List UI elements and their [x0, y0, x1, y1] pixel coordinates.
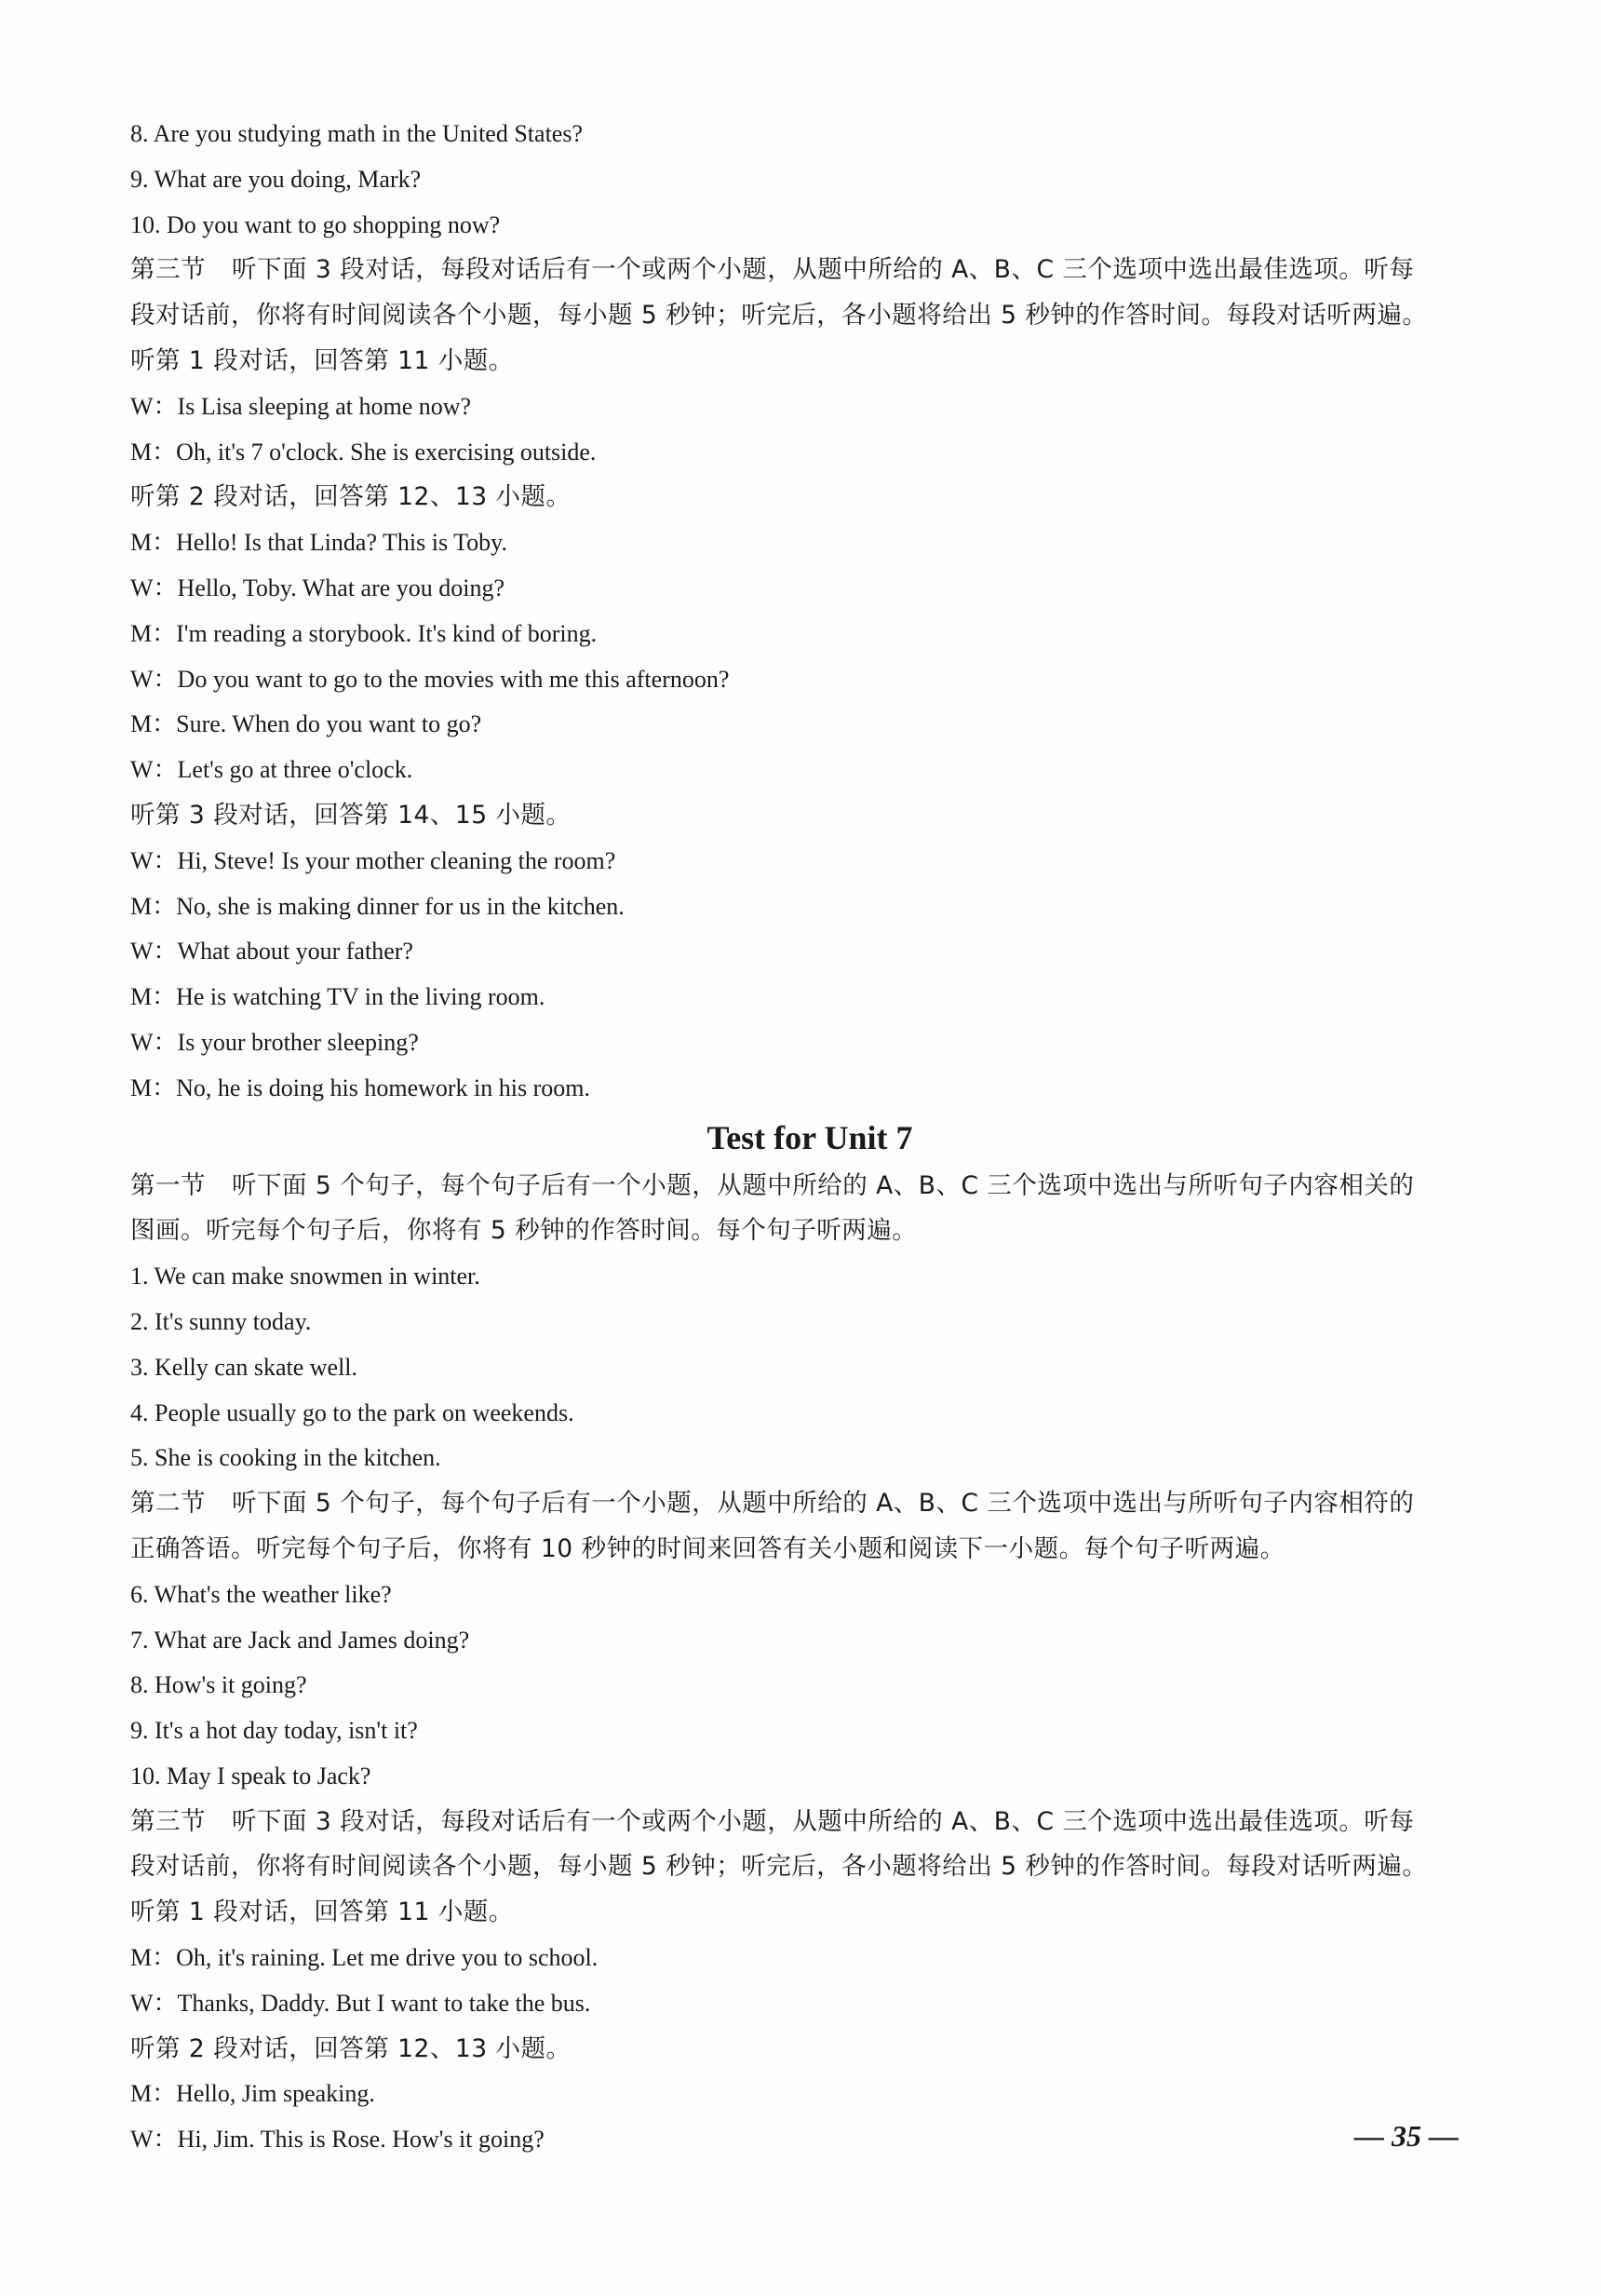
- page-content: [130, 112, 1489, 2163]
- dialog2-intro: 听第 2 段对话，回答第 12、13 小题。: [130, 482, 572, 512]
- dialog3-line: M：No, he is doing his homework in his room.: [130, 1074, 590, 1101]
- unit7-section3-text-1: 听下面 3 段对话，每段对话后有一个或两个小题，从题中所给的 A、B、C 三个选项中选出最佳选项。听每: [232, 1806, 1415, 1836]
- dialog1-line: W：Is Lisa sleeping at home now?: [130, 392, 472, 420]
- section3-instruction-line2: 段对话前，你将有时间阅读各个小题，每小题 5 秒钟；听完后，各小题将给出 5 秒钟的作答时间。每段对话听两遍。: [130, 301, 1428, 331]
- dialog2-line: W：Hello, Toby. What are you doing?: [130, 574, 505, 601]
- dialog2-line: W：Do you want to go to the movies with me this afternoon?: [130, 665, 730, 693]
- section3-label: 第三节: [130, 255, 206, 285]
- dialog3-line: M：No, she is making dinner for us in the kitchen.: [130, 892, 625, 920]
- section2-item: 6. What's the weather like?: [130, 1580, 392, 1608]
- unit7-dialog2-line: M：Hello, Jim speaking.: [130, 2080, 375, 2108]
- dialog3-line: M：He is watching TV in the living room.: [130, 983, 545, 1011]
- section1-instruction-line2: 图画。听完每个句子后，你将有 5 秒钟的作答时间。每个句子听两遍。: [130, 1216, 918, 1246]
- question-9: 9. What are you doing, Mark?: [130, 165, 422, 193]
- section1-item: 2. It's sunny today.: [130, 1307, 312, 1335]
- section1-item: 1. We can make snowmen in winter.: [130, 1263, 480, 1290]
- section2-item: 8. How's it going?: [130, 1671, 307, 1699]
- section1-text-1: 听下面 5 个句子，每个句子后有一个小题，从题中所给的 A、B、C 三个选项中选出与所听句子内容相关的: [232, 1170, 1415, 1200]
- unit7-dialog2-line: W：Hi, Jim. This is Rose. How's it going?: [130, 2126, 545, 2154]
- dialog3-intro: 听第 3 段对话，回答第 14、15 小题。: [130, 800, 572, 830]
- section1-item: 5. She is cooking in the kitchen.: [130, 1444, 441, 1472]
- dialog2-line: M：I'm reading a storybook. It's kind of boring.: [130, 619, 598, 647]
- unit7-dialog1-line: W：Thanks, Daddy. But I want to take the bus.: [130, 1989, 591, 2017]
- section1-instruction-line1: [130, 1164, 1489, 1209]
- unit7-dialog2-intro: 听第 2 段对话，回答第 12、13 小题。: [130, 2033, 572, 2063]
- section1-item: 4. People usually go to the park on weekends.: [130, 1398, 574, 1426]
- section2-item: 9. It's a hot day today, isn't it?: [130, 1717, 418, 1745]
- section3-instruction-line1: [130, 248, 1489, 293]
- dialog1-intro: 听第 1 段对话，回答第 11 小题。: [130, 345, 514, 375]
- dialog3-line: W：Is your brother sleeping?: [130, 1028, 419, 1056]
- section2-label: 第二节: [130, 1489, 206, 1519]
- section1-item: 3. Kelly can skate well.: [130, 1353, 358, 1381]
- question-8: 8. Are you studying math in the United States?: [130, 120, 583, 147]
- section1-label: 第一节: [130, 1170, 206, 1200]
- section2-item: 10. May I speak to Jack?: [130, 1762, 371, 1790]
- dialog3-line: W：Hi, Steve! Is your mother cleaning the room?: [130, 846, 616, 874]
- section2-text-1: 听下面 5 个句子，每个句子后有一个小题，从题中所给的 A、B、C 三个选项中选出与所听句子内容相符的: [232, 1489, 1415, 1519]
- question-10: 10. Do you want to go shopping now?: [130, 210, 501, 238]
- dialog2-line: M：Sure. When do you want to go?: [130, 710, 482, 738]
- section2-instruction-line1: [130, 1481, 1489, 1527]
- unit7-section3-instruction-line1: [130, 1800, 1489, 1845]
- unit7-dialog1-line: M：Oh, it's raining. Let me drive you to school.: [130, 1944, 599, 1972]
- dialog2-line: M：Hello! Is that Linda? This is Toby.: [130, 529, 507, 557]
- page-number: — 35 —: [1354, 2119, 1459, 2153]
- unit7-section3-instruction-line2: 段对话前，你将有时间阅读各个小题，每小题 5 秒钟；听完后，各小题将给出 5 秒钟的作答时间。每段对话听两遍。: [130, 1852, 1428, 1882]
- dialog2-line: W：Let's go at three o'clock.: [130, 756, 413, 784]
- section2-item: 7. What are Jack and James doing?: [130, 1626, 470, 1654]
- unit7-dialog1-intro: 听第 1 段对话，回答第 11 小题。: [130, 1898, 514, 1927]
- dialog3-line: W：What about your father?: [130, 938, 413, 966]
- section3-text-1: 听下面 3 段对话，每段对话后有一个或两个小题，从题中所给的 A、B、C 三个选项中选出最佳选项。听每: [232, 255, 1415, 285]
- unit-title: Test for Unit 7: [706, 1118, 913, 1156]
- unit7-section3-label: 第三节: [130, 1806, 206, 1836]
- dialog1-line: M：Oh, it's 7 o'clock. She is exercising outside.: [130, 438, 597, 466]
- section2-instruction-line2: 正确答语。听完每个句子后，你将有 10 秒钟的时间来回答有关小题和阅读下一小题。每个句子听两遍。: [130, 1533, 1285, 1563]
